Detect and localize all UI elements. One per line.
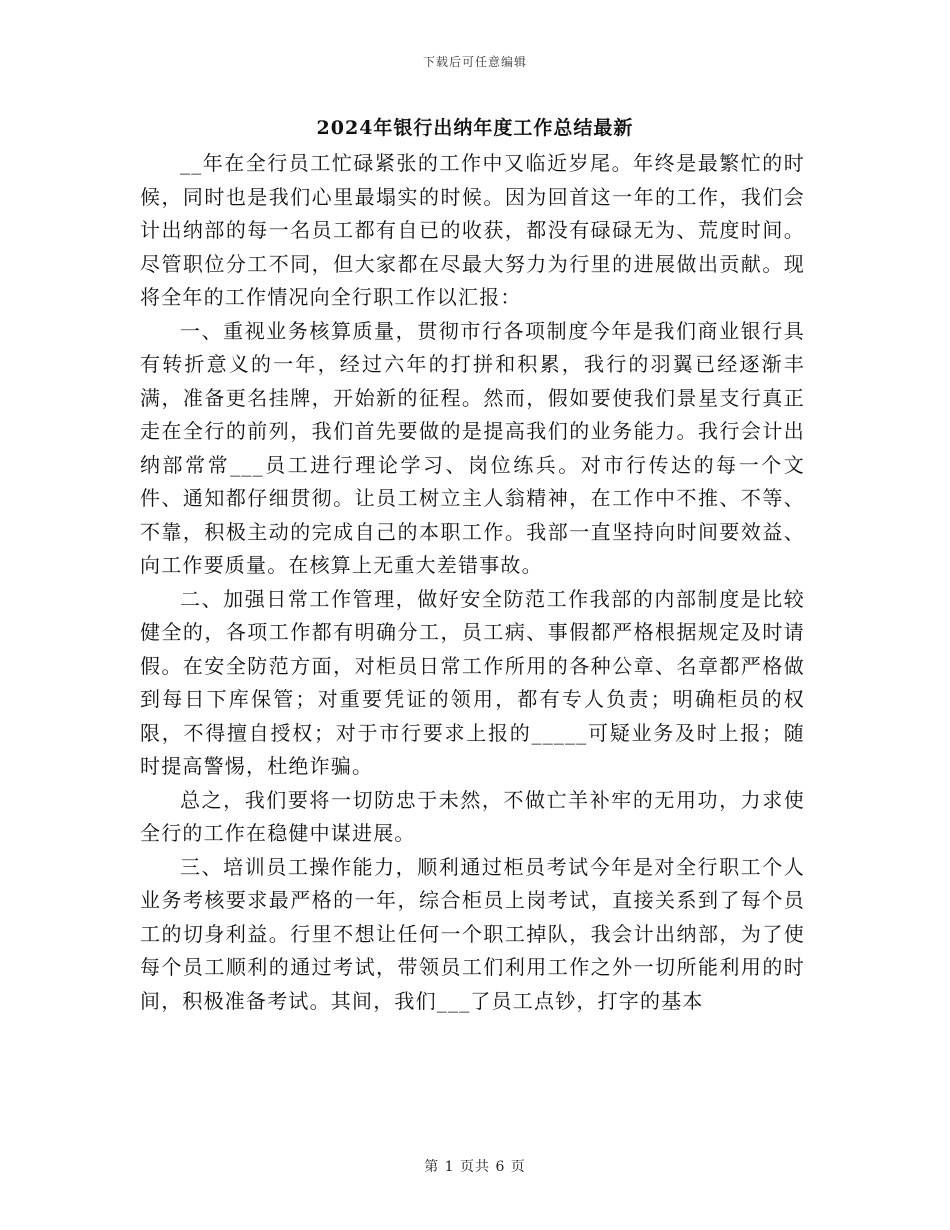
paragraph-summary: 总之，我们要将一切防忠于未然，不做亡羊补牢的无用功，力求使全行的工作在稳健中谋进展。 [140, 787, 805, 845]
document-body [140, 147, 805, 1018]
paragraph-section-2: 二、加强日常工作管理，做好安全防范工作我部的内部制度是比较健全的，各项工作都有明确分工，员工病、事假都严格根据规定及时请假。在安全防范方面，对柜员日常工作所用的各种公章、名章都严格做到每日下库保管；对重要凭证的领用，都有专人负责；明确柜员的权限，不得擅自授权；对于市行要求上报的_____可疑业务及时上报；随时提高警惕，杜绝诈骗。 [140, 586, 805, 778]
paragraph-intro: __年在全行员工忙碌紧张的工作中又临近岁尾。年终是最繁忙的时候，同时也是我们心里最塌实的时候。因为回首这一年的工作，我们会计出纳部的每一名员工都有自已的收获，都没有碌碌无为、荒度时间。尽管职位分工不同，但大家都在尽最大努力为行里的进展做出贡献。现将全年的工作情况向全行职工作以汇报： [140, 151, 805, 309]
page-number-footer: 第 1 页共 6 页 [424, 1159, 526, 1175]
paragraph-section-3: 三、培训员工操作能力，顺利通过柜员考试今年是对全行职工个人业务考核要求最严格的一年，综合柜员上岗考试，直接关系到了每个员工的切身利益。行里不想让任何一个职工掉队，我会计出纳部，为了使每个员工顺利的通过考试，带领员工们利用工作之外一切所能利用的时间，积极准备考试。其间，我们___了员工点钞，打字的基本 [140, 854, 805, 1013]
paragraph-section-1: 一、重视业务核算质量，贯彻市行各项制度今年是我们商业银行具有转折意义的一年，经过六年的打拼和积累，我行的羽翼已经逐渐丰满，准备更名挂牌，开始新的征程。然而，假如要使我们景星支行真正走在全行的前列，我们首先要做的是提高我们的业务能力。我行会计出纳部常常___员工进行理论学习、岗位练兵。对市行传达的每一个文件、通知都仔细贯彻。让员工树立主人翁精神，在工作中不推、不等、不靠，积极主动的完成自己的本职工作。我部一直坚持向时间要效益、向工作要质量。在核算上无重大差错事故。 [140, 318, 805, 577]
document-title: 2024年银行出纳年度工作总结最新 [316, 117, 634, 139]
header-note: 下载后可任意编辑 [422, 55, 527, 69]
